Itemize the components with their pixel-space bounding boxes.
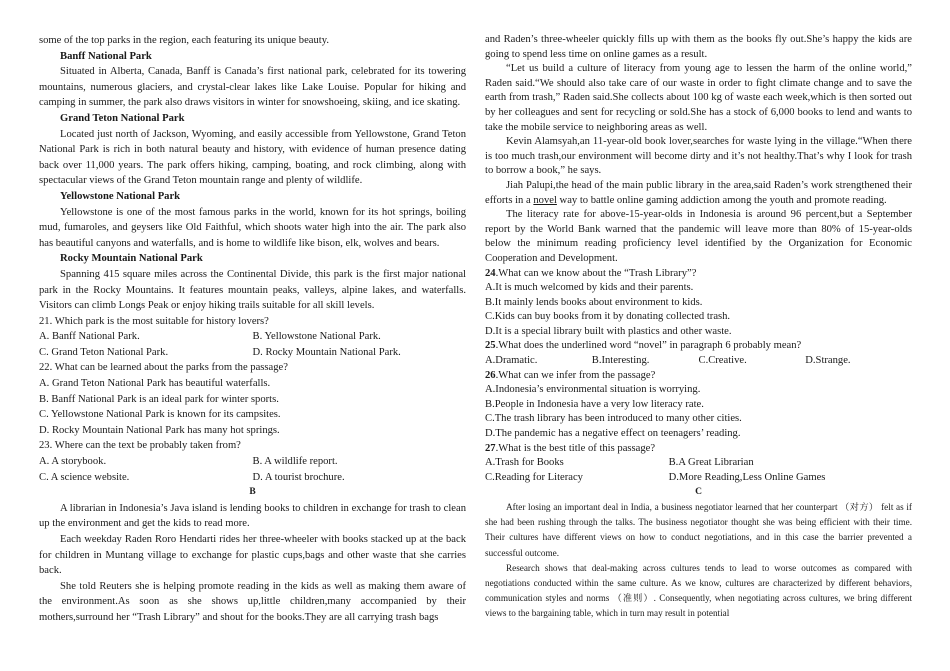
option-a: A. A storybook. <box>39 456 107 468</box>
intro-tail: some of the top parks in the region, each featuring its unique beauty. <box>39 35 329 46</box>
question-25 <box>485 339 912 368</box>
options-row <box>39 329 466 345</box>
question-27 <box>485 442 912 486</box>
options-row <box>39 454 466 470</box>
park-heading-yellowstone: Yellowstone National Park <box>60 190 181 202</box>
option-a: A.Dramatic. <box>485 355 538 367</box>
park-text-yellowstone: Yellowstone is one of the most famous parks in the world, known for its hot springs, boiling mud, fumaroles, and geysers like Old Faithful, which shoots water high into the air. The park also has beautiful canyons and waterfalls, and is home to wildlife like bison, elk, wolves and bears. <box>39 206 466 249</box>
underlined-word-novel: novel <box>533 194 557 206</box>
passage-b-paragraph-4: “Let us build a culture of literacy from young age to lessen the harm of the online world,” Raden said.“We should also take care of our waste in order to fight climate change and to save the earth from trash,” Raden said.She collects about 100 kg of waste each week,which is then sorted out by her colleagues and sent for recycling or sold.She has a stock of 6,000 books to lend and wants to take the mobile service to neighboring areas as well. <box>485 63 912 133</box>
option-a: A.Indonesia’s environmental situation is worrying. <box>485 384 701 396</box>
option-d: D.Strange. <box>805 355 851 367</box>
question-stem: 23. Where can the text be probably taken from? <box>39 440 241 452</box>
question-22 <box>39 360 466 438</box>
question-text: .What is the best title of this passage? <box>495 442 656 454</box>
option-b: B.People in Indonesia have a very low literacy rate. <box>485 398 704 410</box>
options-row <box>485 456 912 471</box>
park-heading-grand-teton: Grand Teton National Park <box>60 112 185 124</box>
section-letter-c: C <box>695 487 702 498</box>
passage-b-paragraph-3-cont: and Raden’s three-wheeler quickly fills up with them as the books fly out.She’s happy the kids are going to spend less time on online games as a result. <box>485 34 912 60</box>
para6-after: way to battle online gaming addiction among the youth and promote reading. <box>556 194 887 206</box>
option-b: B.A Great Librarian <box>668 457 754 469</box>
question-number: 26 <box>485 369 496 381</box>
park-heading-banff: Banff National Park <box>60 50 152 62</box>
question-26 <box>485 369 912 442</box>
options-row <box>485 471 912 486</box>
left-column <box>39 33 466 626</box>
question-number: 24 <box>485 267 496 279</box>
option-b: B. A wildlife report. <box>252 456 338 468</box>
park-text-grand-teton: Located just north of Jackson, Wyoming, and easily accessible from Yellowstone, Grand Teton National Park is rich in both natural beauty and history, with evidence of human presence dating back over 11,000 years. The park offers hiking, camping, boating, and rock climbing, along with spectacular views of the Grand Teton mountain range and plenty of wildlife. <box>39 128 466 187</box>
para6-before: Jiah Palupi,the head of the main public library in the area,said Raden’s work strengthened their efforts in a <box>485 179 912 206</box>
question-24 <box>485 267 912 340</box>
park-heading-rocky-mountain: Rocky Mountain National Park <box>60 253 203 265</box>
options-row <box>39 345 466 361</box>
option-c: C. Grand Teton National Park. <box>39 346 169 358</box>
passage-c-paragraph-1: After losing an important deal in India, a business negotiator learned that her counterpart （对方） felt as if she had been rushing through the talks. The business negotiator thought she was being efficient with their time. Their cultures have different views on how to conduct negotiations, and in this case the barrier prevented a successful outcome. <box>485 502 912 558</box>
question-text: .What does the underlined word “novel” in paragraph 6 probably mean? <box>495 340 802 352</box>
park-text-rocky-mountain: Spanning 415 square miles across the Continental Divide, this park is the first major national park in the Rocky Mountains. It features mountain peaks, valleys, alpine lakes, and waterfalls. Visitors can climb Longs Peak or enjoy hiking trails suitable for all skill levels. <box>39 268 466 312</box>
question-text: .What can we know about the “Trash Library”? <box>495 267 697 279</box>
option-b: B. Banff National Park is an ideal park for winter sports. <box>39 393 279 405</box>
question-stem: 21. Which park is the most suitable for history lovers? <box>39 315 269 327</box>
option-b: B. Yellowstone National Park. <box>252 331 381 343</box>
section-letter-b: B <box>249 487 256 498</box>
question-stem <box>485 267 912 282</box>
park-text-banff: Situated in Alberta, Canada, Banff is Canada’s first national park, celebrated for its towering mountains, numerous glaciers, and crystal-clear lakes like Lake Louise. Popular for hiking and camping in summer, the park also draws visitors in winter for snowshoeing, skiing, and ice skating. <box>39 66 466 109</box>
option-d: D. Rocky Mountain National Park. <box>252 346 401 358</box>
option-d: D.More Reading,Less Online Games <box>668 471 826 483</box>
option-a: A.It is much welcomed by kids and their parents. <box>485 282 694 294</box>
option-d: D.It is a special library built with plastics and other waste. <box>485 325 732 337</box>
option-c: C.The trash library has been introduced to many other cities. <box>485 413 742 425</box>
question-number: 25 <box>485 340 496 352</box>
option-a: A.Trash for Books <box>485 457 564 469</box>
question-23 <box>39 438 466 485</box>
right-column <box>485 33 912 622</box>
options-row <box>485 354 912 369</box>
option-c: C.Reading for Literacy <box>485 471 583 483</box>
option-b: B.It mainly lends books about environment to kids. <box>485 296 703 308</box>
passage-b-paragraph-7: The literacy rate for above-15-year-olds in Indonesia is around 96 percent,but a September report by the World Bank warned that the pandemic will leave more than 80% of 15-year-olds below the minimum reading proficiency level identified by the Organization for Economic Cooperation and Development. <box>485 209 912 264</box>
passage-b-paragraph-2: Each weekday Raden Roro Hendarti rides her three-wheeler with books stacked up at the back for children in Muntang village to exchange for plastic cups,bags and other waste that she carries back. <box>39 534 466 577</box>
question-stem: 22. What can be learned about the parks from the passage? <box>39 362 288 374</box>
passage-b-paragraph-6 <box>485 179 912 208</box>
option-c: C.Kids can buy books from it by donating collected trash. <box>485 311 731 323</box>
option-d: D.The pandemic has a negative effect on teenagers’ reading. <box>485 428 741 440</box>
question-number: 27 <box>485 442 496 454</box>
option-d: D. Rocky Mountain National Park has many hot springs. <box>39 424 280 436</box>
option-c: C. Yellowstone National Park is known for its campsites. <box>39 409 281 421</box>
options-row <box>39 470 466 486</box>
question-stem <box>485 369 912 384</box>
passage-b-paragraph-1: A librarian in Indonesia’s Java island is lending books to children in exchange for trash to clean up the environment and get the kids to read more. <box>39 502 466 530</box>
passage-b-paragraph-3: She told Reuters she is helping promote reading in the kids as well as making them aware of the environment.As soon as she shows up,little children,many accompanied by their mothers,surround her “Trash Library” and shout for the books.They are all carrying trash bags <box>39 580 466 623</box>
question-stem <box>485 442 912 457</box>
option-a: A. Banff National Park. <box>39 331 140 343</box>
passage-c-paragraph-2: Research shows that deal-making across cultures tends to lead to worse outcomes as compared with negotiations conducted within the same culture. As we know, cultures are characterized by different behaviors, communication styles and norms （准则）. Consequently, when negotiating across cultures, we bring different views to the bargaining table, which in turn may result in potential <box>485 562 912 619</box>
option-a: A. Grand Teton National Park has beautiful waterfalls. <box>39 378 271 390</box>
option-b: B.Interesting. <box>591 355 650 367</box>
question-21 <box>39 314 466 361</box>
passage-b-paragraph-5: Kevin Alamsyah,an 11-year-old book lover,searches for waste lying in the village.“When there is too much trash,our environment will become dirty and it’s not healthy.That’s why I look for trash to borrow a book,” he says. <box>485 136 912 177</box>
question-stem <box>485 339 912 354</box>
option-c: C. A science website. <box>39 471 130 483</box>
option-d: D. A tourist brochure. <box>252 471 345 483</box>
option-c: C.Creative. <box>698 355 747 367</box>
question-text: .What can we infer from the passage? <box>495 369 656 381</box>
